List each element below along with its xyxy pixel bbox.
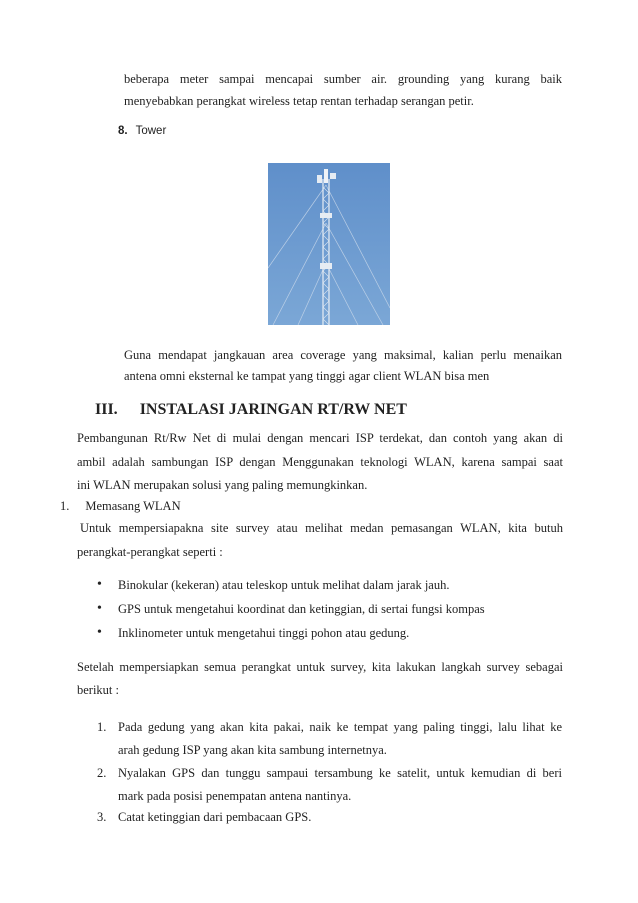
list-item-tower bbox=[118, 125, 166, 137]
paragraph-pembangunan-line-1: Pembangunan Rt/Rw Net di mulai dengan mencari ISP terdekat, dan contoh yang akan di bbox=[77, 431, 563, 445]
paragraph-guna-line-2: antena omni eksternal ke tampat yang tinggi agar client WLAN bisa men bbox=[124, 369, 490, 383]
step-1-line-1: Pada gedung yang akan kita pakai, naik ke tempat yang paling tinggi, lalu lihat ke bbox=[118, 720, 562, 734]
list-number: 8. bbox=[118, 125, 128, 137]
step-number: 2. bbox=[97, 766, 107, 780]
paragraph-pembangunan-line-2: ambil adalah sambungan ISP dengan Menggunakan teknologi WLAN, karena sampai saat bbox=[77, 455, 563, 469]
paragraph-untuk-line-1: Untuk mempersiapakna site survey atau melihat medan pemasangan WLAN, kita butuh bbox=[80, 521, 563, 535]
step-2-line-1: Nyalakan GPS dan tunggu sampaui tersambung ke satelit, untuk kemudian di beri bbox=[118, 766, 562, 780]
bullet-item-binokular: Binokular (kekeran) atau teleskop untuk melihat dalam jarak jauh. bbox=[118, 578, 450, 592]
bullet-item-gps: GPS untuk mengetahui koordinat dan ketinggian, di sertai fungsi kompas bbox=[118, 602, 485, 616]
step-2-line-2: mark pada posisi penempatan antena nantinya. bbox=[118, 789, 352, 803]
paragraph-top-line-2: menyebabkan perangkat wireless tetap rentan terhadap serangan petir. bbox=[124, 94, 474, 108]
paragraph-guna-line-1: Guna mendapat jangkauan area coverage yang maksimal, kalian perlu menaikan bbox=[124, 348, 562, 362]
tower-photo bbox=[268, 163, 390, 325]
bullet-icon: • bbox=[97, 625, 102, 640]
section-number: III. bbox=[95, 401, 118, 418]
bullet-item-inklinometer: Inklinometer untuk mengetahui tinggi pohon atau gedung. bbox=[118, 626, 410, 640]
step-1-line-2: arah gedung ISP yang akan kita sambung internetnya. bbox=[118, 743, 387, 757]
bullet-icon: • bbox=[97, 601, 102, 616]
paragraph-pembangunan-line-3: ini WLAN merupakan solusi yang paling memungkinkan. bbox=[77, 478, 368, 492]
paragraph-setelah-line-2: berikut : bbox=[77, 683, 120, 697]
bullet-icon: • bbox=[97, 577, 102, 592]
step-number: 3. bbox=[97, 810, 107, 824]
paragraph-setelah-line-1: Setelah mempersiapkan semua perangkat untuk survey, kita lakukan langkah survey sebagai bbox=[77, 660, 563, 674]
step-3-line-1: Catat ketinggian dari pembacaan GPS. bbox=[118, 810, 312, 824]
list-label: Tower bbox=[135, 125, 167, 137]
section-heading bbox=[95, 401, 407, 419]
section-title: INSTALASI JARINGAN RT/RW NET bbox=[139, 401, 407, 418]
tower-icon bbox=[268, 163, 390, 325]
paragraph-top-line-1: beberapa meter sampai mencapai sumber air. grounding yang kurang baik bbox=[124, 72, 562, 86]
paragraph-untuk-line-2: perangkat-perangkat seperti : bbox=[77, 545, 223, 559]
list-label: Memasang WLAN bbox=[85, 499, 181, 513]
list-number: 1. bbox=[60, 499, 70, 513]
step-number: 1. bbox=[97, 720, 107, 734]
list-item-memasang-wlan bbox=[60, 499, 181, 514]
